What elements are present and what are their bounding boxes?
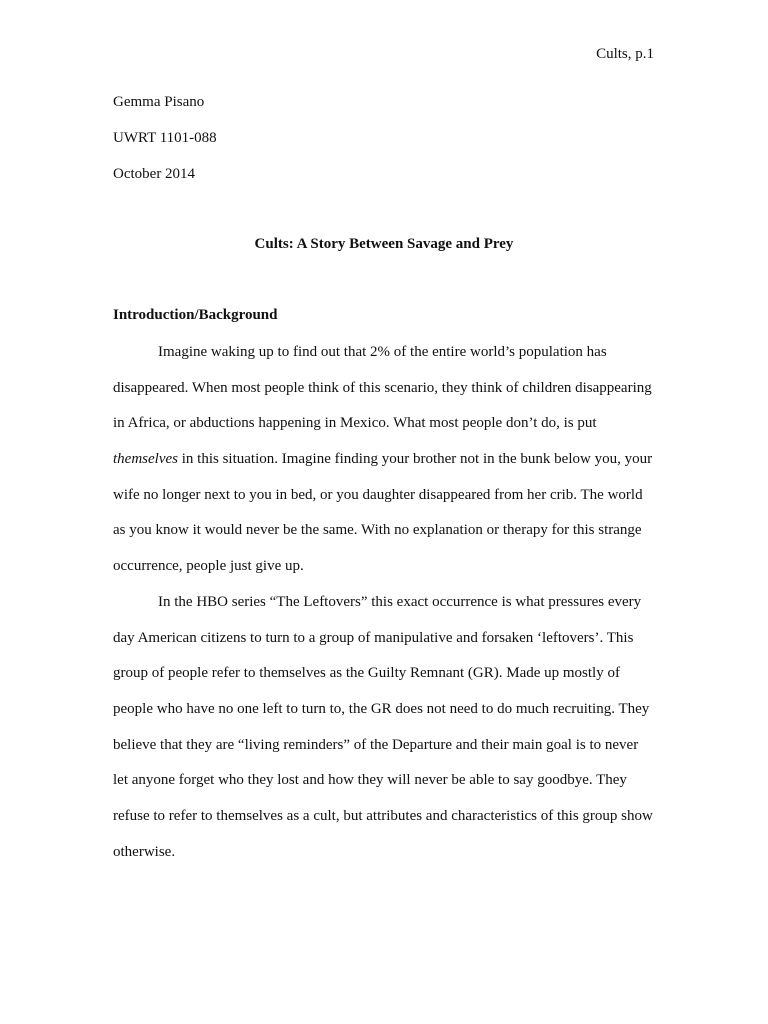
text-line: disappeared. When most people think of this scenario, they think of children disappearing xyxy=(113,379,652,396)
student-heading xyxy=(113,92,217,200)
text-line: believe that they are “living reminders” of the Departure and their main goal is to never xyxy=(113,736,639,753)
text-line: in Africa, or abductions happening in Mexico. What most people don’t do, is put xyxy=(113,415,597,432)
paper-title: Cults: A Story Between Savage and Prey xyxy=(254,236,514,252)
body-text xyxy=(113,341,658,876)
text-line: refuse to refer to themselves as a cult, but attributes and characteristics of this group show xyxy=(113,807,653,824)
text-line: Imagine waking up to find out that 2% of the entire world’s population has xyxy=(158,344,607,360)
paragraph-1 xyxy=(113,341,658,591)
section-heading: Introduction/Background xyxy=(113,307,278,323)
running-head: Cults, p.1 xyxy=(596,46,654,62)
text-line: group of people refer to themselves as the Guilty Remnant (GR). Made up mostly of xyxy=(113,665,620,682)
submission-date: October 2014 xyxy=(113,166,196,182)
text-line: occurrence, people just give up. xyxy=(113,558,304,575)
text-line: wife no longer next to you in bed, or you daughter disappeared from her crib. The world xyxy=(113,486,643,503)
text-line: as you know it would never be the same. With no explanation or therapy for this strange xyxy=(113,522,642,539)
emphasized-word: themselves xyxy=(113,451,178,468)
author-name: Gemma Pisano xyxy=(113,94,205,110)
text-line: people who have no one left to turn to, the GR does not need to do much recruiting. They xyxy=(113,700,650,717)
text-span: in this situation. Imagine finding your brother not in the bunk below you, your xyxy=(177,451,653,468)
paragraph-2 xyxy=(113,591,658,877)
course-number: UWRT 1101-088 xyxy=(113,130,217,146)
text-line: let anyone forget who they lost and how they will never be able to say goodbye. They xyxy=(113,772,627,789)
text-line xyxy=(113,448,658,484)
text-line: day American citizens to turn to a group of manipulative and forsaken ‘leftovers’. This xyxy=(113,629,634,646)
text-line: otherwise. xyxy=(113,843,176,860)
text-line: In the HBO series “The Leftovers” this exact occurrence is what pressures every xyxy=(158,593,642,610)
